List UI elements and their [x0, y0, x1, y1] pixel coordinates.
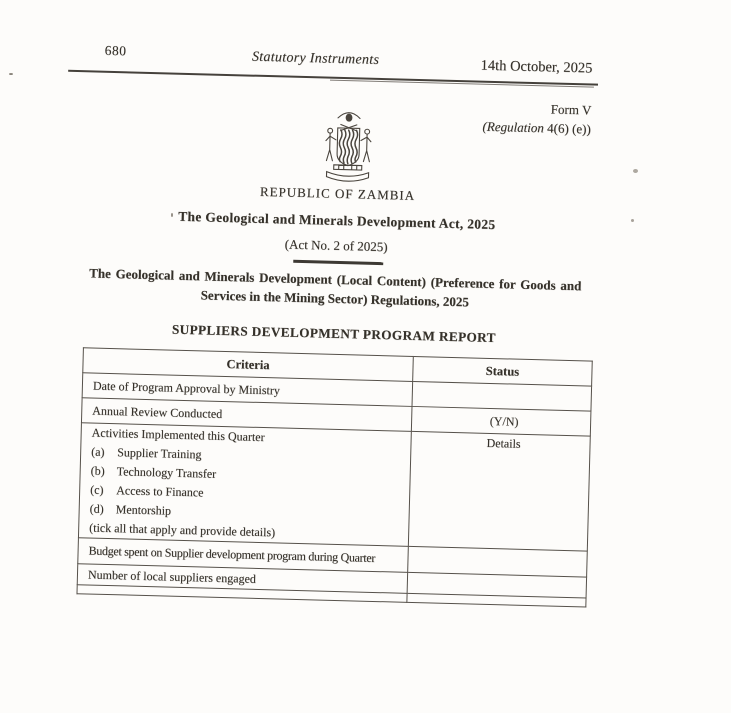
activity-tag: (a): [91, 444, 105, 459]
status-cell: (Y/N): [411, 406, 591, 436]
page-number: 680: [104, 42, 127, 59]
activity-tag: (c): [90, 482, 104, 497]
col-header-status: Status: [413, 356, 593, 386]
scan-speck: [9, 73, 13, 75]
criteria-cell: Annual Review Conducted: [81, 398, 412, 432]
criteria-cell: Budget spent on Supplier development program during Quarter: [78, 538, 409, 573]
criteria-cell: Number of local suppliers engaged: [77, 564, 407, 594]
scan-speck: [171, 213, 173, 217]
act-title: The Geological and Minerals Development Act, 2025: [178, 208, 496, 233]
activity-tag: (d): [89, 501, 104, 516]
report-title: SUPPLIERS DEVELOPMENT PROGRAM REPORT: [171, 321, 497, 346]
section-divider: [293, 260, 383, 265]
activity-label: Access to Finance: [116, 483, 204, 500]
table-row-activities: [78, 423, 590, 551]
regulation-reference-word: (Regulation: [482, 118, 545, 136]
form-label: Form V: [550, 101, 592, 118]
activities-note: (tick all that apply and provide details): [89, 520, 276, 540]
criteria-cell-activities: [78, 423, 411, 547]
regulations-title-line2: Services in the Mining Sector) Regulations, 2025: [200, 287, 470, 310]
col-header-criteria: Criteria: [83, 348, 414, 382]
header-date: 14th October, 2025: [480, 57, 593, 77]
activity-label: Mentorship: [115, 502, 172, 518]
journal-title: Statutory Instruments: [251, 49, 380, 68]
criteria-cell: Date of Program Approval by Ministry: [82, 373, 413, 407]
activity-tag: (b): [90, 463, 105, 478]
scan-speck: [633, 169, 638, 173]
act-number: (Act No. 2 of 2025): [284, 236, 388, 255]
status-cell: Details: [408, 431, 590, 551]
country-caption: REPUBLIC OF ZAMBIA: [259, 183, 416, 203]
activities-title: Activities Implemented this Quarter: [91, 425, 265, 445]
zambia-coat-of-arms-icon: [319, 108, 377, 192]
report-table: [76, 347, 592, 607]
regulation-reference-number: 4(6) (e)): [543, 120, 592, 137]
activity-label: Technology Transfer: [116, 464, 217, 481]
scan-speck: [631, 219, 634, 222]
regulations-title-line1: The Geological and Minerals Development (Local Content) (Preference for Goods and: [89, 265, 582, 294]
activity-label: Supplier Training: [117, 445, 202, 462]
